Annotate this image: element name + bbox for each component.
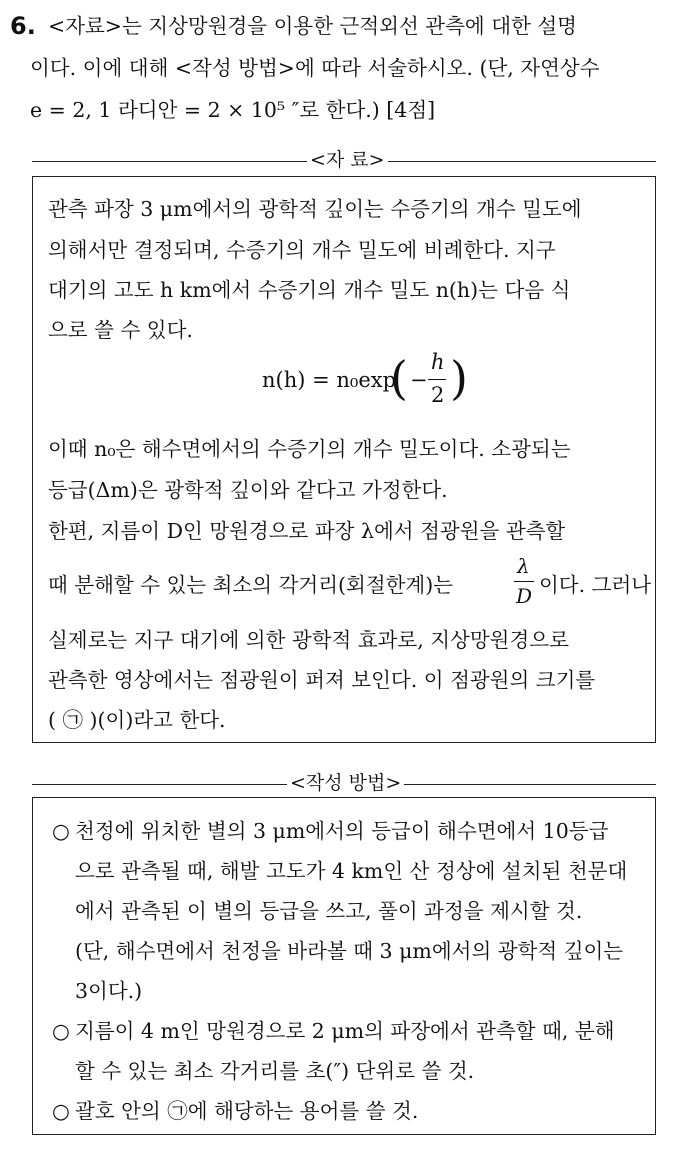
data-line-10: 관측한 영상에서는 점광원이 퍼져 보인다. 이 점광원의 크기를	[48, 668, 596, 692]
data-line-1: 관측 파장 3 μm에서의 광학적 깊이는 수증기의 개수 밀도에	[48, 197, 582, 221]
method-item-1-bullet: ○	[52, 819, 70, 843]
data-box-title: <자 료>	[307, 148, 388, 172]
resolution-denominator: D	[516, 584, 533, 608]
data-line-11: ( ㉠ )(이)라고 한다.	[48, 708, 226, 732]
method-box-title: <작성 방법>	[287, 771, 404, 795]
method-item-1-line-2: 으로 관측될 때, 해발 고도가 4 km인 산 정상에 설치된 천문대	[75, 859, 628, 883]
method-item-2-line-2: 할 수 있는 최소 각거리를 초(″) 단위로 쓸 것.	[75, 1059, 475, 1083]
data-line-3: 대기의 고도 h km에서 수증기의 개수 밀도 n(h)는 다음 식	[48, 278, 571, 302]
method-item-1-line-1: 천정에 위치한 별의 3 μm에서의 등급이 해수면에서 10등급	[75, 819, 609, 843]
data-line-2: 의해서만 결정되며, 수증기의 개수 밀도에 비례한다. 지구	[48, 238, 556, 262]
data-line-8-before: 때 분해할 수 있는 최소의 각거리(회절한계)는	[48, 573, 454, 597]
data-line-5: 이때 n₀은 해수면에서의 수증기의 개수 밀도이다. 소광되는	[48, 437, 571, 461]
question-number: 6.	[10, 12, 36, 40]
resolution-fraction-bar	[514, 581, 534, 582]
method-item-3-bullet: ○	[52, 1099, 70, 1123]
method-item-3-line-1: 괄호 안의 ㉠에 해당하는 용어를 쓸 것.	[75, 1099, 419, 1123]
formula-numerator: h	[431, 350, 445, 374]
formula-open-paren: (	[390, 351, 408, 405]
formula-fraction-bar	[428, 379, 446, 380]
formula-denominator: 2	[431, 383, 445, 407]
data-line-4: 으로 쓸 수 있다.	[48, 318, 193, 342]
formula-lhs: n(h) = n₀exp	[262, 368, 397, 392]
question-stem-line-2: 이다. 이에 대해 <작성 방법>에 따라 서술하시오. (단, 자연상수	[30, 56, 600, 80]
method-item-1-line-4: (단, 해수면에서 천정을 바라볼 때 3 μm에서의 광학적 깊이는	[75, 939, 624, 963]
data-line-9: 실제로는 지구 대기에 의한 광학적 효과로, 지상망원경으로	[48, 628, 569, 652]
method-item-2-line-1: 지름이 4 m인 망원경으로 2 μm의 파장에서 관측할 때, 분해	[75, 1019, 615, 1043]
question-stem-line-3: e = 2, 1 라디안 = 2 × 10⁵ ″로 한다.) [4점]	[30, 98, 436, 122]
method-item-2-bullet: ○	[52, 1019, 70, 1043]
question-stem-line-1: <자료>는 지상망원경을 이용한 근적외선 관측에 대한 설명	[48, 14, 577, 38]
method-item-1-line-3: 에서 관측된 이 별의 등급을 쓰고, 풀이 과정을 제시할 것.	[75, 899, 583, 923]
formula-minus: −	[410, 368, 428, 392]
formula-close-paren: )	[450, 351, 468, 405]
data-line-8-after: 이다. 그러나	[539, 573, 652, 597]
data-line-6: 등급(Δm)은 광학적 깊이와 같다고 가정한다.	[48, 478, 448, 502]
data-line-7: 한편, 지름이 D인 망원경으로 파장 λ에서 점광원을 관측할	[48, 519, 566, 543]
method-box	[32, 797, 656, 1135]
method-item-1-line-5: 3이다.)	[75, 979, 143, 1003]
resolution-numerator: λ	[517, 554, 530, 578]
